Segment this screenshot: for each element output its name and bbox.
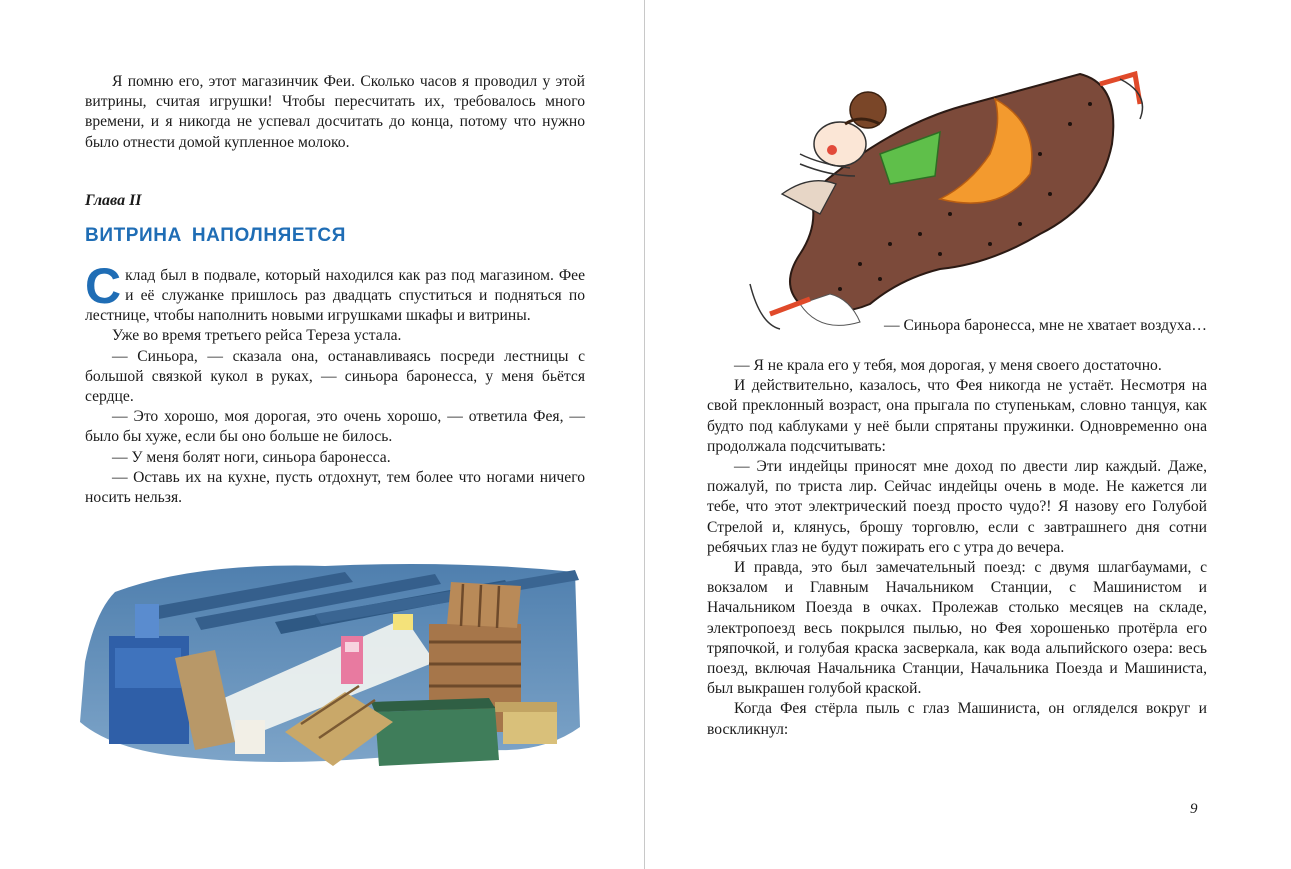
caption-text: — Синьора баронесса, мне не хватает воздуха… [884,317,1207,334]
paragraph: И действительно, казалось, что Фея никогда не устаёт. Несмотря на свой преклонный возраст, она прыгала по ступенькам, словно танцуя, как будто под каблуками у неё были спрятаны пружинки. Одновременно она продолжала подсчитывать: [707,377,1207,455]
chapter-text [85,257,585,508]
paragraph: Уже во время третьего рейса Тереза устала. [112,327,402,345]
page-number: 9 [1190,801,1198,817]
illustration-caption [707,316,1207,336]
left-page [85,72,585,508]
chapter-number: Глава II [85,191,142,209]
first-paragraph [85,257,585,327]
paragraph: — Я не крала его у тебя, моя дорогая, у меня своего достаточно. [734,357,1162,374]
fairy-illustration [740,64,1170,334]
right-page-text [707,356,1207,740]
intro-paragraph: Я помню его, этот магазинчик Феи. Сколько часов я проводил у этой витрины, считая игрушки! Чтобы пересчитать их, требовалось много времени, и я никогда не успевал досчитать до конца, потому что нужно было отнести домой купленное молоко. [85,73,585,151]
paragraph: — Синьора, — сказала она, останавливаясь посреди лестницы с большой связкой кукол в руках, — синьора баронесса, у меня бьётся сердце. [85,347,585,406]
chapter-title: ВИТРИНА НАПОЛНЯЕТСЯ [85,224,346,246]
paragraph: И правда, это был замечательный поезд: с двумя шлагбаумами, с вокзалом и Главным Начальником Станции, с Машинистом и Начальником Поезда в очках. Пролежав столько месяцев на складе, электропоезд весь покрылся пылью, но Фея хорошенько протёрла его тряпочкой, и голубая краска засверкала, как вода альпийского озера: весь поезд, включая Начальника Станции, Начальника Поезда и Машиниста, был выкрашен голубой краской. [707,559,1207,698]
drop-cap: С [85,257,122,314]
first-paragraph-text: клад был в подвале, который находился как раз под магазином. Фее и её служанке пришлось раз двадцать спуститься и подняться по лестнице, чтобы наполнить новыми игрушками шкафы и витрины. [85,266,585,325]
paragraph: — Эти индейцы приносят мне доход по двести лир каждый. Даже, пожалуй, по триста лир. Сейчас индейцы очень в моде. Не кажется ли тебе, что этот электрический поезд просто чудо?! Я назову его Голубой Стрелой и, клянусь, брошу торговлю, если с завтрашнего дня сотни ребячьих глаз не будут пожирать его с утра до вечера. [707,458,1207,556]
paragraph: — Это хорошо, моя дорогая, это очень хорошо, — ответила Фея, — было бы хуже, если бы оно больше не билось. [85,408,585,446]
paragraph: Когда Фея стёрла пыль с глаз Машиниста, он огляделся вокруг и воскликнул: [707,700,1207,738]
paragraph: — У меня болят ноги, синьора баронесса. [112,448,391,466]
paragraph: — Оставь их на кухне, пусть отдохнут, тем более что ногами ничего носить нельзя. [85,468,585,507]
page-gutter [644,0,645,869]
cellar-illustration [75,552,587,782]
